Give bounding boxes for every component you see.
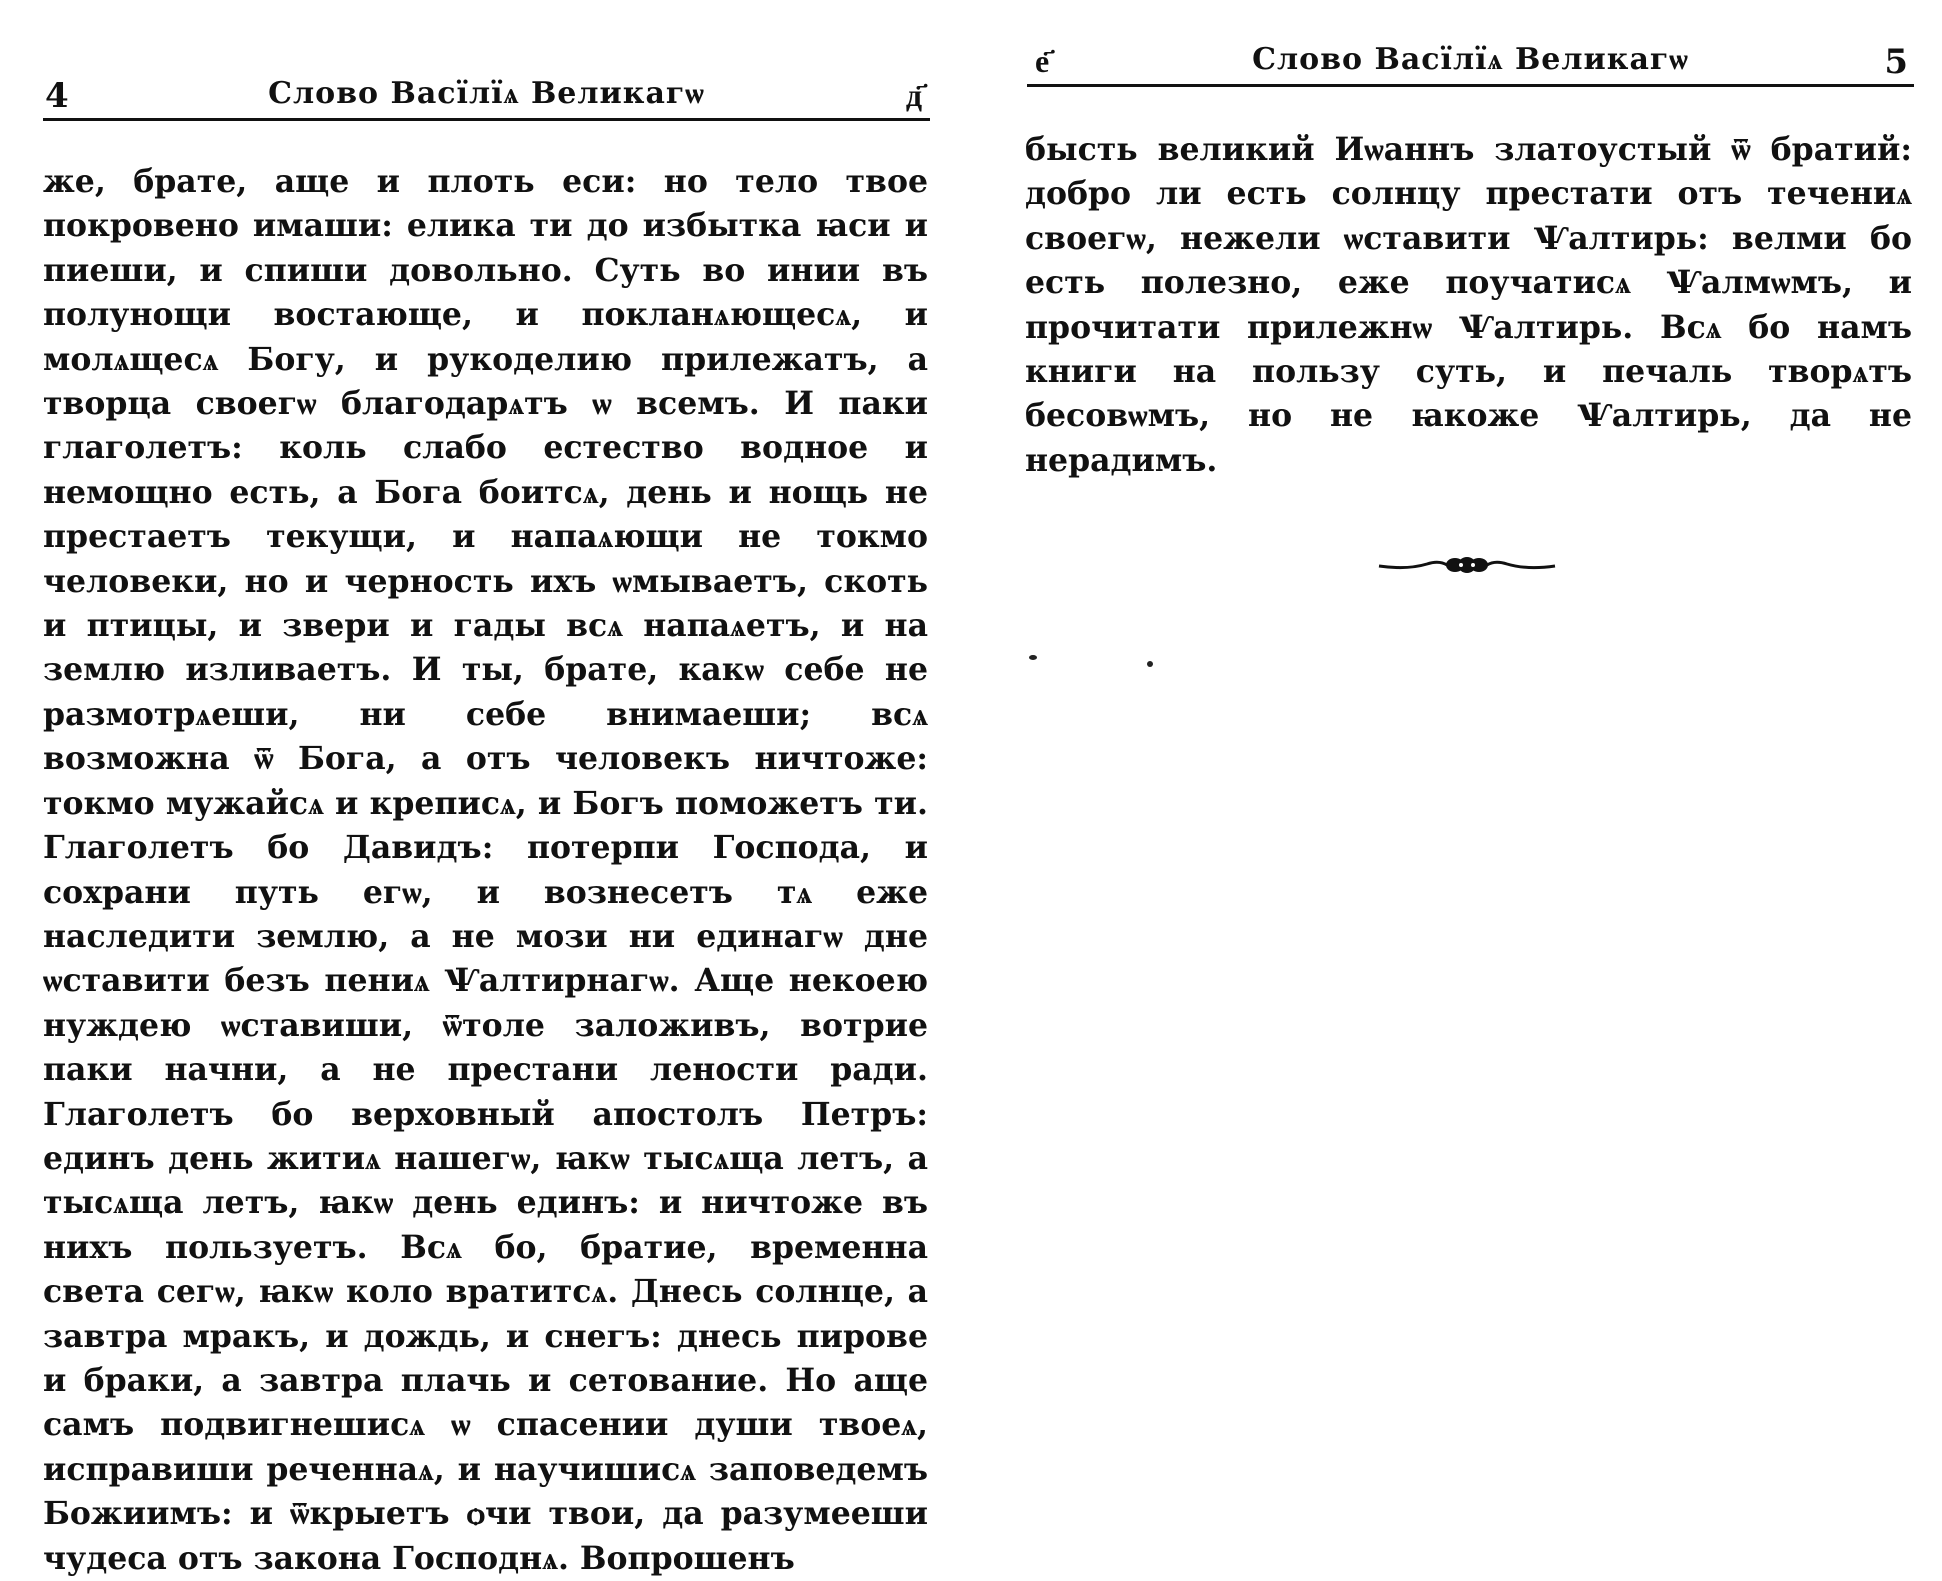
page-header xyxy=(1027,36,1914,87)
cyrillic-page-numeral: д҃ xyxy=(905,76,922,114)
running-head: Слово Васїлїѧ Великагѡ xyxy=(268,76,705,111)
page-number: 5 xyxy=(1884,42,1908,82)
page-header xyxy=(43,70,930,121)
page-number: 4 xyxy=(45,76,69,116)
ink-spot xyxy=(1029,655,1037,660)
end-ornament-icon xyxy=(1377,550,1557,580)
right-page xyxy=(971,0,1942,1500)
left-page xyxy=(0,0,971,1577)
body-text: бысть великий Иѡаннъ златоустый ѿ братий: добро ли есть солнцу престати отъ течениѧ своегѡ, нежели ѡставити Ѱалтирь: велми бо есть полезно, еже поучатисѧ Ѱалмѡмъ, и прочитати прилежнѡ Ѱалтирь. Всѧ бо намъ книги на пользу суть, и печаль творѧтъ бесовѡмъ, но не ꙗкоже Ѱалтирь, да не нерадимъ. xyxy=(1025,131,1912,479)
running-head: Слово Васїлїѧ Великагѡ xyxy=(1252,42,1689,77)
body-text: же, брате, аще и плоть еси: но тело твое покровено имаши: елика ти до избытка ꙗси и пиеши, и спиши довольно. Суть во инии въ полунощи востающе, и покланѧющесѧ, и молѧщесѧ Богу, и рукоделию прилежатъ, а творца своегѡ благодарѧтъ ѡ всемъ. И паки глаголетъ: коль слабо естество водное и немощно есть, а Бога боитсѧ, день и нощь не престаетъ текущи, и напаѧющи не токмо человеки, но и черность ихъ ѡмываетъ, скоть и птицы, и звери и гады всѧ напаѧетъ, и на землю изливаетъ. И ты, брате, какѡ себе не размотрѧеши, ни себе внимаеши; всѧ возможна ѿ Бога, а отъ человекъ ничтоже: токмо мужайсѧ и креписѧ, и Богъ поможетъ ти. Глаголетъ бо Давидъ: потерпи Господа, и сохрани путь егѡ, и вознесетъ тѧ еже наследити землю, а не мози ни единагѡ дне ѡставити безъ пениѧ Ѱалтирнагѡ. Аще некоею нуждею ѡставиши, ѿтоле заложивъ, вотрие паки начни, а не престани лености ради. Глаголетъ бо верховный апостолъ Петръ: единъ день житиѧ нашегѡ, ꙗкѡ тысѧща летъ, а тысѧща летъ, ꙗкѡ день единъ: и ничтоже въ нихъ пользуетъ. Всѧ бо, братие, временна света сегѡ, ꙗкѡ коло вратитсѧ. Днесь солнце, а завтра мракъ, и дождь, и снегъ: днесь пирове и браки, а завтра плачь и сетование. Но аще самъ подвигнешисѧ ѡ спасении души твоеѧ, исправиши реченнаѧ, и научишисѧ заповедемъ Божиимъ: и ѿкрыетъ ѻчи твои, да разумееши чудеса отъ закона Господнѧ. Вопрошенъ xyxy=(43,163,928,1577)
cyrillic-page-numeral: е҃ xyxy=(1035,42,1050,80)
ink-spot xyxy=(1147,661,1153,667)
